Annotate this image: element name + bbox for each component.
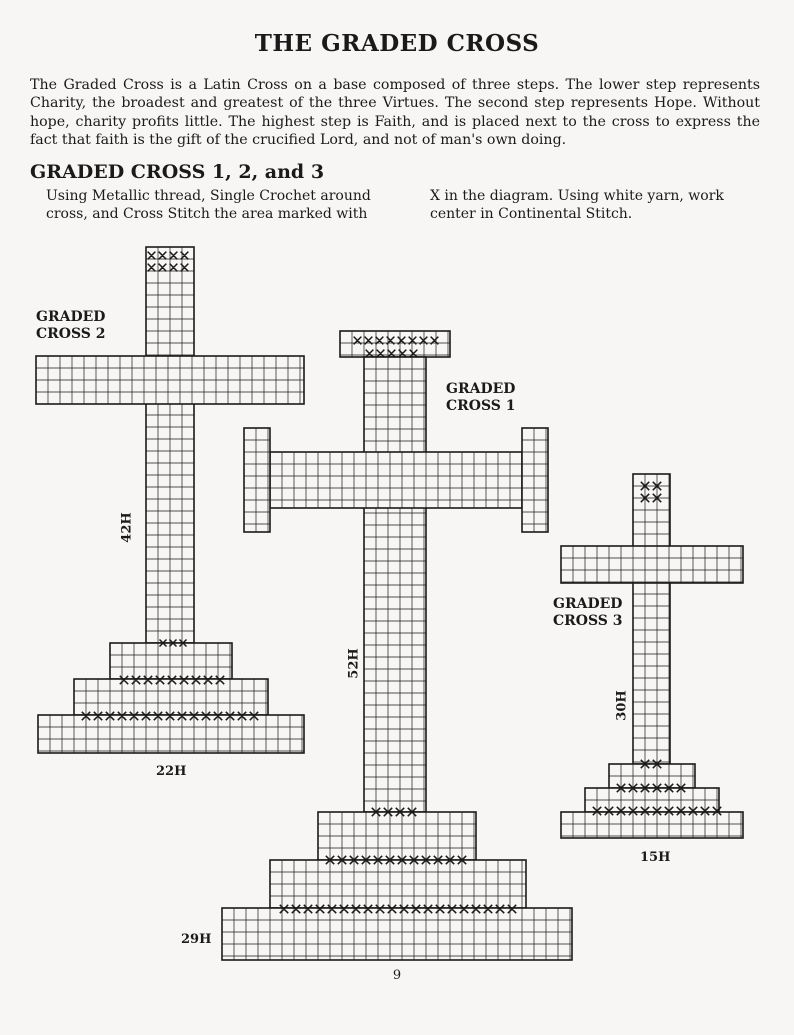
cross-3-label-line2: CROSS 3	[553, 613, 623, 629]
cross-3-upright	[633, 474, 670, 764]
cross-3-crossbar	[561, 546, 743, 583]
cross-3-height-label: 30H	[614, 690, 630, 721]
graded-cross-1-grid	[222, 331, 572, 960]
intro-paragraph: The Graded Cross is a Latin Cross on a base composed of three steps. The lower step represents Charity, the broadest and greatest of the three Virtues. The second step represents Hope. Without hope, charity profits little. The highest step is Faith, and is placed next to the cross to express the fact that faith is the gift of the crucified Lord, and not of man's own doing.	[30, 77, 760, 149]
cross-2-label-line2: CROSS 2	[36, 326, 106, 342]
graded-cross-3-grid	[561, 474, 743, 838]
cross-1-label	[446, 381, 516, 415]
cross-1-height-label: 52H	[346, 648, 362, 679]
cross-3-label	[553, 596, 623, 630]
cross-3-label-line1: GRADED	[553, 596, 623, 612]
instructions-column-1: Using Metallic thread, Single Crochet around cross, and Cross Stitch the area marked with	[46, 188, 371, 222]
cross-1-left-arm-end	[244, 428, 270, 532]
cross-3-step-charity	[561, 812, 743, 838]
cross-2-width-label: 22H	[156, 764, 187, 779]
cross-1-right-arm-end	[522, 428, 548, 532]
cross-1-upright	[364, 357, 426, 812]
page-number: 9	[392, 968, 402, 983]
cross-2-step-charity	[38, 715, 304, 753]
cross-1-step-charity	[222, 908, 572, 960]
cross-2-step-hope	[74, 679, 268, 715]
instructions-column-2: X in the diagram. Using white yarn, work center in Continental Stitch.	[430, 188, 724, 222]
cross-2-step-faith	[110, 643, 232, 679]
cross-1-width-label: 29H	[181, 932, 212, 947]
cross-2-label	[36, 309, 106, 343]
cross-2-height-label: 42H	[119, 512, 135, 543]
cross-1-label-line2: CROSS 1	[446, 398, 516, 414]
page-title: THE GRADED CROSS	[254, 30, 540, 57]
cross-1-crossbar	[270, 452, 522, 508]
cross-2-label-line1: GRADED	[36, 309, 106, 325]
cross-1-cap	[340, 331, 450, 357]
cross-1-label-line1: GRADED	[446, 381, 516, 397]
section-heading: GRADED CROSS 1, 2, and 3	[30, 161, 325, 183]
cross-3-width-label: 15H	[640, 850, 671, 865]
